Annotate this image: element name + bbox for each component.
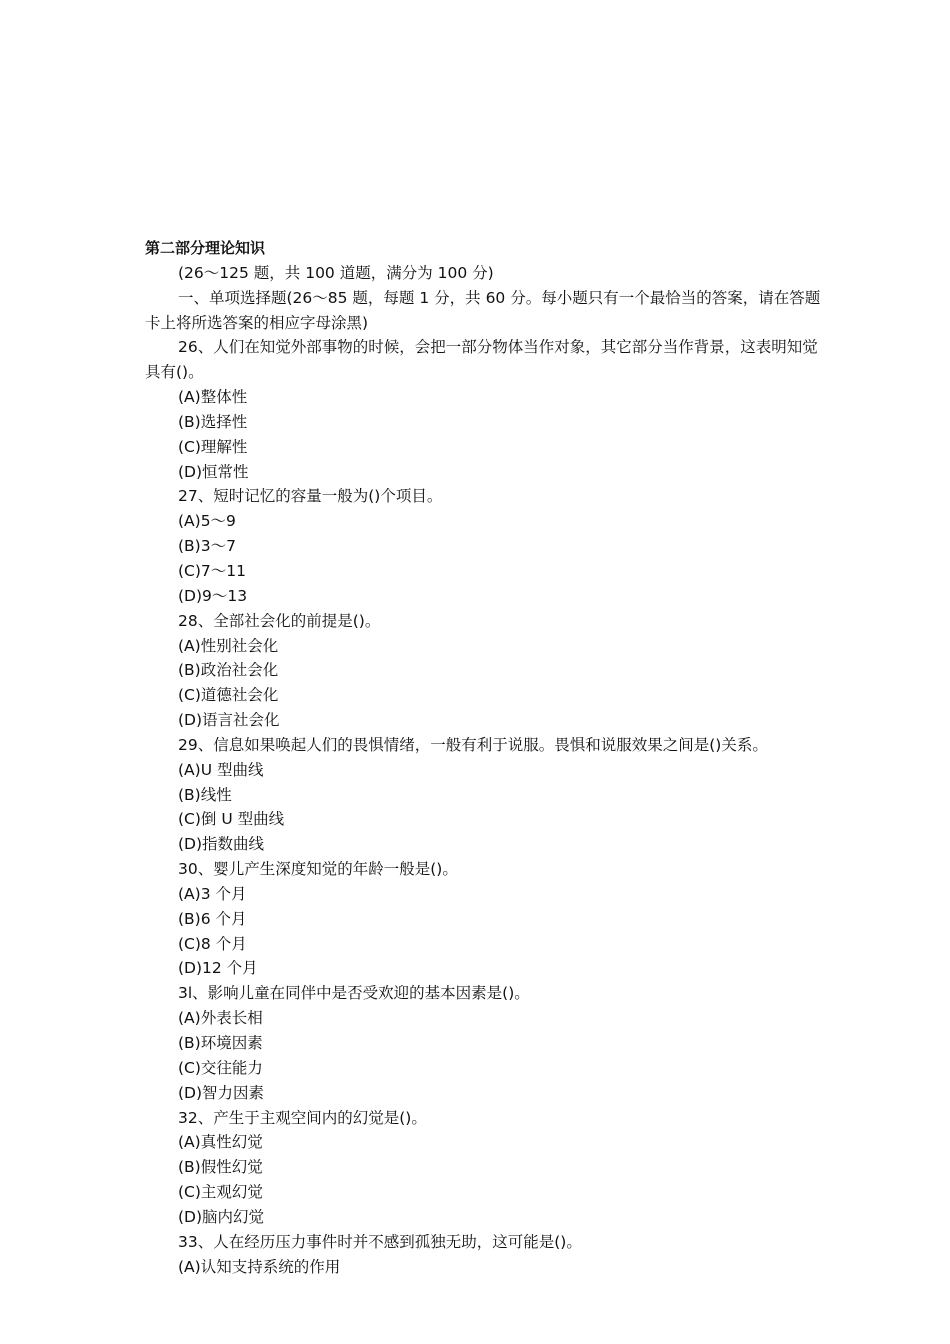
answer-option: (C)主观幻觉 [178,1183,263,1202]
answer-option: (A)5～9 [178,512,236,531]
answer-option: (B)政治社会化 [178,661,279,680]
answer-option: (C)8 个月 [178,934,247,953]
answer-option: (B)选择性 [178,412,248,431]
question-stem: 33、人在经历压力事件时并不感到孤独无助，这可能是()。 [178,1232,582,1251]
part-heading: 第二部分理论知识 [145,239,266,257]
answer-option: (D)恒常性 [178,462,249,481]
answer-option: (A)认知支持系统的作用 [178,1257,341,1276]
answer-option: (C)交往能力 [178,1058,263,1077]
question-stem: 26、人们在知觉外部事物的时候，会把一部分物体当作对象，其它部分当作背景，这表明知觉具有()。 [145,338,818,382]
answer-option: (A)3 个月 [178,884,247,903]
answer-option: (C)倒 U 型曲线 [178,810,285,829]
document-page [145,236,825,1279]
answer-option: (B)假性幻觉 [178,1158,263,1177]
answer-option: (A)性别社会化 [178,636,279,655]
scope-note: (26～125 题，共 100 道题，满分为 100 分) [178,263,494,282]
answer-option: (B)环境因素 [178,1034,263,1052]
answer-option: (B)线性 [178,785,232,804]
question-stem: 32、产生于主观空间内的幻觉是()。 [178,1108,427,1127]
answer-option: (D)指数曲线 [178,835,265,854]
answer-option: (C)道德社会化 [178,686,279,705]
question-list [145,335,825,1279]
question-stem: 30、婴儿产生深度知觉的年龄一般是()。 [178,860,458,879]
answer-option: (D)12 个月 [178,959,258,978]
answer-option: (B)6 个月 [178,909,247,928]
section-instructions: 一、单项选择题(26～85 题，每题 1 分，共 60 分。每小题只有一个最恰当的答案，请在答题卡上将所选答案的相应字母涂黑) [145,288,821,332]
answer-option: (A)外表长相 [178,1009,263,1028]
answer-option: (D)智力因素 [178,1083,265,1102]
answer-option: (D)9～13 [178,586,248,605]
answer-option: (C)7～11 [178,561,247,580]
question-stem: 28、全部社会化的前提是()。 [178,611,381,630]
answer-option: (A)整体性 [178,388,248,407]
question-stem: 27、短时记忆的容量一般为()个项目。 [178,487,443,506]
answer-option: (D)脑内幻觉 [178,1207,265,1226]
question-stem: 29、信息如果唤起人们的畏惧情绪，一般有利于说服。畏惧和说服效果之间是()关系。 [178,735,768,754]
answer-option: (A)U 型曲线 [178,760,264,779]
answer-option: (B)3～7 [178,537,236,556]
answer-option: (C)理解性 [178,437,248,456]
question-stem: 3l、影响儿童在同伴中是否受欢迎的基本因素是()。 [178,984,530,1003]
answer-option: (D)语言社会化 [178,711,280,730]
answer-option: (A)真性幻觉 [178,1133,263,1152]
